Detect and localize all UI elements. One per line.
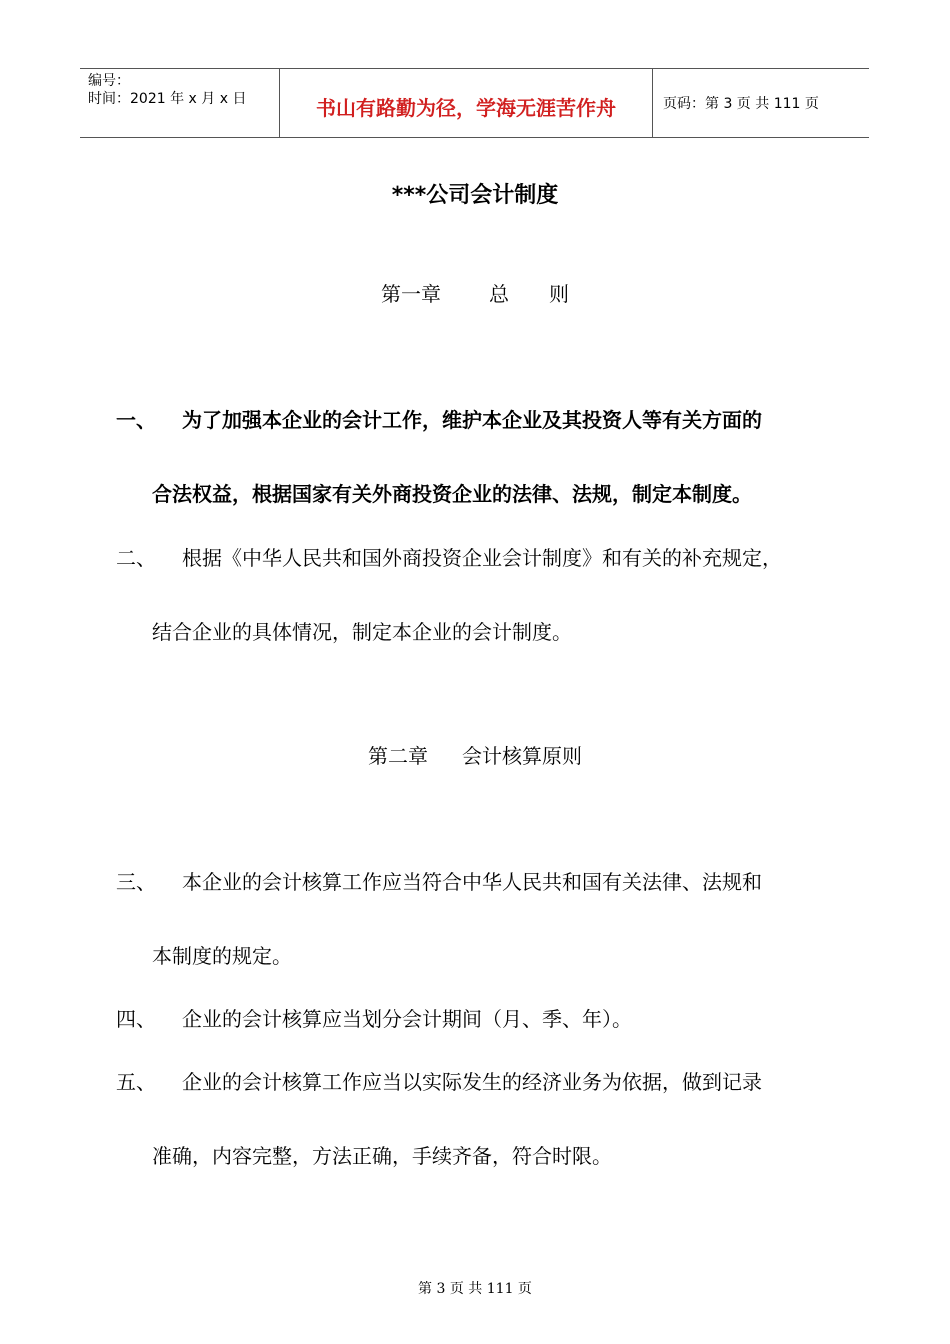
item-4-line-1: 企业的会计核算应当划分会计期间（月、季、年）。 (182, 1007, 632, 1031)
item-1-number: 一、 (116, 408, 156, 432)
header-page-info: 页码：第 3 页 共 111 页 (663, 96, 819, 112)
chapter-1-name: 总 则 (489, 282, 569, 306)
chapter-2-number: 第二章 (368, 744, 428, 768)
header-motto: 书山有路勤为径，学海无涯苦作舟 (280, 69, 653, 137)
item-4-number: 四、 (116, 1007, 156, 1031)
item-2-line-1: 根据《中华人民共和国外商投资企业会计制度》和有关的补充规定， (182, 546, 782, 570)
document-header (80, 68, 869, 138)
serial-label: 编号： (88, 73, 130, 89)
item-5-number: 五、 (116, 1070, 156, 1094)
chapter-2-name: 会计核算原则 (462, 744, 582, 768)
item-3-number: 三、 (116, 870, 156, 894)
chapter-1-number: 第一章 (381, 282, 441, 306)
item-3-line-2: 本制度的规定。 (152, 944, 292, 968)
chapter-2-heading (0, 740, 950, 769)
page-footer: 第 3 页 共 111 页 (418, 1281, 532, 1297)
item-2-line-2: 结合企业的具体情况，制定本企业的会计制度。 (152, 620, 572, 644)
document-title: ***公司会计制度 (391, 183, 559, 208)
item-5-line-1: 企业的会计核算工作应当以实际发生的经济业务为依据，做到记录 (182, 1070, 762, 1094)
item-3-line-1: 本企业的会计核算工作应当符合中华人民共和国有关法律、法规和 (182, 870, 762, 894)
chapter-1-heading (0, 278, 950, 307)
header-meta (80, 69, 280, 137)
item-1-line-2: 合法权益，根据国家有关外商投资企业的法律、法规，制定本制度。 (152, 482, 752, 506)
item-2-number: 二、 (116, 546, 156, 570)
item-1-line-1: 为了加强本企业的会计工作，维护本企业及其投资人等有关方面的 (182, 408, 762, 432)
item-5-line-2: 准确，内容完整，方法正确，手续齐备，符合时限。 (152, 1144, 612, 1168)
time-label: 时间：2021 年 x 月 x 日 (88, 91, 247, 107)
